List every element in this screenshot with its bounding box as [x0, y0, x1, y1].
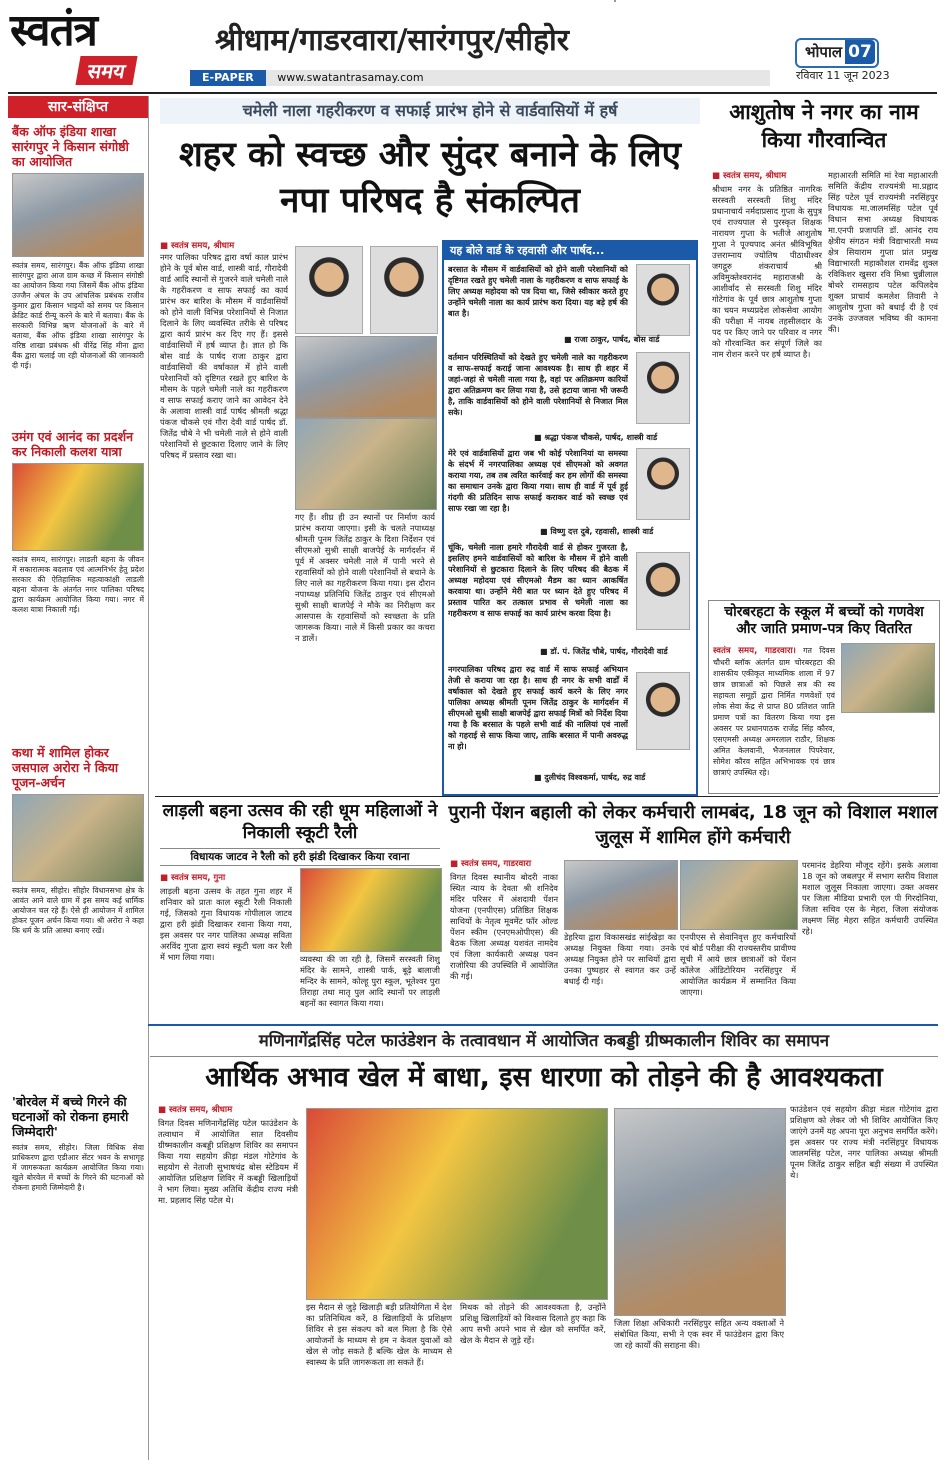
school-body: गत दिवस चौधरी ब्लॉक अंतर्गत ग्राम चोरबरहटा की शासकीय एकीकृत माध्यमिक शाला में 97 छात्र छात्राओं को पिछले सत्र की स्व सहायता समूहों द्वारा निर्मित गणवेशों एवं लोक सेवा केंद्र से प्राप्त 80 प्रतिशत जाति प्रमाण पत्रों का वितरण किया गया इस अवसर पर प्रधानपाठक राजेंद्र सिंह कौरव, एसएमसी अध्यक्ष अमरलाल राठौर, शिक्षक अमित केलवानी, भैजनलाल पिपरेवार, सोमेश कौरव सहित अभिभावक एवं छात्र छात्राएं उपस्थित रहे। [713, 646, 835, 777]
quote-5-portrait [636, 672, 690, 750]
pension-col1: विगत दिवस स्थानीय बोदरी नाका स्थित न्याय के देवता श्री शनिदेव मंदिर परिसर में अंशदायी पेंशन योजना (एनपीएस) प्रतिष्ठित शिक्षक साथियों के नेतृत्व मूवमेंट फॉर ओल्ड पेंशन स्कीम (एनएमओपीएस) की बैठक जिला अध्यक्ष यशवंत नामदेव एवं जिला कार्यकारी अध्यक्ष पवन राजोरिया की उपस्थिति में आयोजित की गई। [450, 872, 558, 981]
kabaddi-top-rule [148, 1024, 938, 1026]
sidebar-item2-text: स्वतंत्र समय, सारंगपुर। लाडली बहना के जीवन में सकारात्मक बदलाव एवं आत्मनिर्भर हेतु प्रदेश सरकार की ऐतिहासिक महत्वाकांक्षी लाडली बहना योजना के अंतर्गत नगर पालिका परिषद द्वारा कार्यक्रम आयोजित किया गया। नगर में कलश यात्रा निकाली गई। [12, 555, 144, 614]
page-number: 07 [845, 40, 875, 64]
kabaddi-kicker: मणिनागेंद्रसिंह पटेल फाउंडेशन के तत्वावधान में आयोजित कबड्डी ग्रीष्मकालीन शिविर का समापन [258, 1031, 830, 1050]
quote-4-name: ■ डॉ. पं. जितेंद्र चौबे, पार्षद, गौरादेवी वार्ड [540, 647, 668, 656]
quotes-box [442, 240, 698, 796]
lead-portrait-1 [295, 246, 363, 334]
quote-1-name: ■ राजा ठाकुर, पार्षद, बोस वार्ड [564, 335, 660, 344]
quote-2-portrait [636, 352, 690, 424]
section-rule [155, 796, 938, 797]
kabaddi-col1: विगत दिवस मणिनागेंद्रसिंह पटेल फाउंडेशन के तत्वाधान में आयोजित सात दिवसीय ग्रीष्मकालीन कबड्डी प्रशिक्षण शिविर का समापन किया गया सहयोग क्रीड़ा मंडल गोटेगांव के सहयोग से नेताजी सुभाषचंद्र बोस स्टेडियम में आयोजित प्रशिक्षण शिविर में कबड्डी खिलाड़ियों ने भाग लिया। मुख्य अतिथि केंद्रीय राज्य मंत्री मा. प्रहलाद सिंह पटेल थे। [158, 1118, 298, 1205]
sidebar-item4-title: 'बोरवेल में बच्चे गिरने की घटनाओं को रोकना हमारी जिम्मेदारी' [12, 1094, 129, 1139]
city-name: भोपाल [805, 43, 843, 61]
quote-2: वर्तमान परिस्थितियों को देखते हुए चमेली नाले का गहरीकरण व साफ-सफाई कराई जाना आवश्यक है। साथ ही शहर में जहां-जहां से चमेली नाला गया है, वहां पर अतिक्रमण कारियों द्वारा अतिक्रमण कर लिया गया है, उसे हटाया जाना भी जरूरी है, ताकि वार्डवासियों को होने वाली परेशानियों से निजात मिल सके। [448, 353, 628, 417]
logo-sub-text: समय [75, 56, 137, 85]
edition-title: श्रीधाम/गाडरवारा/सारंगपुर/सीहोर [215, 23, 570, 58]
pension-col4: परमानंद डेहरिया मौजूद रहेंगे। इसके अलावा 18 जून को जबलपुर में सभाग स्तरीय विशाल मशाल जुलूस निकाला जाएगा। उक्त अवसर पर जिला मीडिया प्रभारी एल पी गिरदोनिया, जिला सचिव एस के मेहरा, जिला संयोजक लक्ष्मण सिंह मेहरा सहित कर्मचारी उपस्थित रहे। [802, 860, 938, 936]
right-byline: ■ स्वतंत्र समय, श्रीधाम [712, 171, 787, 181]
quotes-heading: यह बोले वार्ड के रहवासी और पार्षद... [444, 242, 696, 260]
lead-photo-2 [295, 418, 437, 510]
school-text [713, 645, 835, 789]
lead-col1-part1: नगर पालिका परिषद द्वारा वर्षा काल प्रारंभ होने के पूर्व बोस वार्ड, शास्त्री वार्ड, गौरादेवी वार्ड आदि स्थानों से गुजरने वाले चमेली नाले के गहरीकरण व साफ सफाई का कार्य प्रारंभ कर बारिश के मौसम में वार्डवासियों को होने वाली विभिन्न परेशानियों से निजात दिलाने के लिए व्यवस्थित तरीके से परिषद द्वारा कार्य प्रारंभ कर दिए गए हैं। इससे वार्डवासियों में हर्ष व्याप्त है। ज्ञात हो कि बोस वार्ड के पार्षद राजा ठाकुर द्वारा वार्डवासियों की वर्षाकाल में होने वाली परेशानियों को दृष्टिगत रखते हुए बारिश के मौसम के पहले चमेली नाले का गहरीकरण व साफ सफाई कराए जाने का आवेदन देने के अलावा शास्त्री वार्ड पार्षद श्रीमती श्रद्धा पंकज चौकसे एवं गौरा देवी वार्ड पार्षद डॉ. जितेंद्र चौबे ने भी चमेली नाले से होने वाली परेशानियों से छुटकारा दिलाए जाने के लिए परिषद में प्रस्ताव रखा था। [160, 252, 288, 460]
lead-col2: गए हैं। शीघ्र ही उन स्थानों पर निर्माण कार्य प्रारंभ कराया जाएगा। इसी के चलते नपाध्यक्ष श्रीमती पूनम जितेंद्र ठाकुर के दिशा निर्देशन एवं सीएमओ सुश्री साक्षी बाजपेई के मार्गदर्शन में पूर्व में अक्सर चमेली नाले में पानी भरने से रहवासियों को होने वाली परेशानियों से बचाने के लिए नाले का गहरीकरण किया गया। इस दौरान नपाध्यक्ष प्रतिनिधि जितेंद्र ठाकुर एवं सीएमओ सुश्री साक्षी बाजपेई ने मौके का निरीक्षण कर आसपास के रहवासियों को स्वच्छता के प्रति जागरूक किया। नाले में किसी प्रकार का कचरा न डालें। [295, 512, 435, 643]
school-box [708, 600, 940, 794]
epaper-bar [190, 70, 770, 86]
sidebar-item2-title: उमंग एवं आनंद का प्रदर्शन कर निकाली कलश यात्रा [12, 429, 134, 459]
school-byline: स्वतंत्र समय, गाडरवारा। [713, 646, 796, 656]
lead-headline: शहर को स्वच्छ और सुंदर बनाने के लिए नपा परिषद है संकल्पित [178, 135, 682, 221]
pension-col2: डेहरिया द्वारा विकासखंड सांईखेड़ा का अध्यक्ष नियुक्त किया गया। उनके अध्यक्ष नियुक्त होने पर साथियों द्वारा उनका पुष्पहार से स्वागत कर उन्हें बधाई दी गई। [564, 932, 676, 986]
school-photo [841, 643, 935, 713]
quote-2-name: ■ श्रद्धा पंकज चौकसे, पार्षद, शास्त्री वार्ड [534, 433, 658, 442]
right-col2: महाआरती समिति मां रेवा महाआरती समिति केंद्रीय राज्यमंत्री मा.प्रह्लाद सिंह पटेल पूर्व राज्यमंत्री नरसिंहपुर विधायक मा.जालमसिंह पटेल पूर्व विधान सभा अध्यक्ष विधायक मा.एनपी प्रजापति डॉ. आनंद राय क्षेत्रीय संगठन मंत्री विद्याभारती मध्य क्षेत्र सियाराम गुप्ता प्रांत प्रमुख विद्याभारती महाकौशल रामवेंद्र शुक्ल रविकिशर खुसरा रवि मिश्रा चुन्नीलाल बोथरे रामसहाय पटेल कपिलदेव शुक्ल प्राचार्य कमलेश तिवारी ने आशुतोष गुप्ता को बधाई दी है एवं उनके उज्जवल भविष्य की कामना की। [828, 170, 938, 334]
lead-kicker: चमेली नाला गहरीकरण व सफाई प्रारंभ होने से वार्डवासियों में हर्ष [160, 98, 700, 124]
epaper-label: E-PAPER [190, 70, 266, 86]
sidebar-item2-photo [12, 463, 144, 551]
kabaddi-caption: जिला शिक्षा अधिकारी नरसिंहपुर सहित अन्य वक्ताओं ने संबोधित किया, सभी ने एक स्वर में फाउंडेशन द्वारा किए जा रहे कार्यों की सराहना की। [614, 1318, 784, 1350]
ladli-col2: व्यवस्था की जा रही है, जिसमें सरस्वती शिशु मंदिर के सामने, शास्त्री पार्क, बूढ़े बालाजी मन्दिर के सामने, कोल्हू पुरा स्कूल, भूतेश्वर पुरा तिराहा तथा मातृ पुल आदि स्थानों पर लाड़ली बहनों का स्वागत किया गया। [300, 954, 440, 1008]
pension-byline: ■ स्वतंत्र समय, गाडरवारा [450, 859, 532, 869]
kabaddi-col4: फाउंडेशन एवं सहयोग क्रीड़ा मंडल गोटेगांव द्वारा प्रशिक्षण को लेकर जो भी शिविर आयोजित किए जाएंगे उनमें यह अपना पूरा अनुभव समर्पित करेंगे। इस अवसर पर राज्य मंत्री नरसिंहपुर विधायक जालमसिंह पटेल, नगर पालिका अध्यक्ष श्रीमती पूनम जितेंद्र ठाकुर सहित बड़ी संख्या में उपस्थित थे। [790, 1104, 938, 1180]
ladli-col1: लाड़ली बहना उत्सव के तहत गुना शहर में शनिवार को प्रातः काल स्कूटी रैली निकाली गई, जिसको गुना विधायक गोपीलाल जाटव द्वारा हरी झंडी दिखाकर रवाना किया गया, इस अवसर पर नगर पालिका अध्यक्ष सविता अरविंद गुप्ता द्वारा स्वयं स्कूटी चला कर रैली में भाग लिया गया। [160, 886, 292, 962]
quote-3-portrait [636, 448, 690, 520]
quote-4-portrait [636, 552, 690, 630]
ladli-subhead: विधायक जाटव ने रैली को हरी झंडी दिखाकर किया रवाना [160, 848, 440, 866]
sidebar-heading: सार-संक्षिप्त [8, 96, 148, 118]
sidebar-item1-photo [12, 173, 144, 257]
quote-1: बरसात के मौसम में वार्डवासियों को होने वाली परेशानियों को दृष्टिगत रखते हुए चमेली नाला के गहरीकरण व साफ सफाई के लिए अध्यक्ष महोदया को पत्र दिया था, जिसे स्वीकार करते हुए उन्होंने चमेली नाला का कार्य प्रारंभ करा दिया। यह बड़े हर्ष की बात है। [448, 265, 628, 318]
ladli-byline: ■ स्वतंत्र समय, गुना [160, 873, 226, 883]
quote-3-name: ■ विष्णु दत्त दुबे, रहवासी, शास्त्री वार्ड [540, 527, 654, 536]
sidebar-item3-text: स्वतंत्र समय, सीहोर। सीहोर विधानसभा क्षेत्र के आवंत आने वाले ग्राम में इस समय कई धार्मिक आयोजन चल रहे हैं। ऐसे ही आयोजन में शामिल होकर पूजन अर्चन किया गया। श्री अरोरा ने कहा कि धर्म के प्रति आस्था बनाए रखें। [12, 886, 144, 935]
sidebar-item3-photo [12, 794, 144, 882]
kabaddi-byline: ■ स्वतंत्र समय, श्रीधाम [158, 1105, 233, 1115]
school-headline: चोरबरहटा के स्कूल में बच्चों को गणवेश और जाति प्रमाण-पत्र किए वितरित [724, 604, 924, 637]
ladli-photo [300, 868, 442, 952]
kabaddi-photo-2 [614, 1108, 786, 1316]
quote-5-name: ■ दुलीचंद विश्वकर्मा, पार्षद, रुद्र वार्ड [534, 773, 646, 782]
masthead-rule [8, 92, 937, 94]
kabaddi-headline: आर्थिक अभाव खेल में बाधा, इस धारणा को तोड़ने की है आवश्यकता [205, 1062, 883, 1093]
quote-1-portrait [636, 264, 690, 336]
sidebar-item1-title: बैंक ऑफ इंडिया शाखा सारंगपुर ने किसान संगोष्ठी का आयोजित [12, 124, 129, 169]
kabaddi-col3: मिथक को तोड़ने की आवश्यकता है, उन्होंने प्रशिक्षु खिलाड़ियों को विश्वास दिलाते हुए कहा कि आप सभी अपने भाव से खेल को समर्पित करें, खेल के मैदान से जुड़े रहें। [460, 1302, 606, 1345]
quote-5: नगरपालिका परिषद द्वारा रुद्र वार्ड में साफ सफाई अभियान तेजी से कराया जा रहा है। साथ ही नगर के सभी वार्डों में वर्षाकाल को देखते हुए सफाई कार्य करने के लिए नगर पालिका अध्यक्ष श्रीमती पूनम जितेंद्र ठाकुर के मार्गदर्शन में सीएमओ सुश्री साक्षी बाजपेई द्वारा सफाई मित्रों को निर्देश दिया गया है कि बरसात के पहले सभी वार्ड की नालियां एवं नालों को गहराई से साफ किया जाए, ताकि बरसात में पानी अवरुद्ध ना हो। [448, 665, 628, 751]
pension-col3: एनपीएस से सेवानिवृत्त हुए कर्मचारियों एवं बोर्ड परीक्षा की राज्यस्तरीय प्रावीण्य सूची में आये छात्र छात्राओं को पेंशन कॉलेज ऑडिटोरियम नरसिंहपुर में आयोजित कार्यक्रम में सम्मानित किया जाएगा। [680, 932, 796, 997]
right-col1: श्रीधाम नगर के प्रतिष्ठित नागरिक सरस्वती सरस्वती शिशु मंदिर प्रधानाचार्य नर्मदाप्रसाद गुप्ता के सुपुत्र एवं राज्यपाल से पुरस्कृत शिक्षक नारायण गुप्ता के भतीजे आशुतोष गुप्ता ने पूज्यपाद अनंत श्रीविभूषित उत्तराम्नाय ज्योतिष पीठाधीश्वर जगद्गुरु शंकराचार्य श्री अविमुक्तेश्वरानंद महाराजश्री के आशीर्वाद से सरस्वती शिशु मंदिर गोटेगांव के पूर्व छात्र आशुतोष गुप्ता का चयन मध्यप्रदेश लोकसेवा आयोग की परीक्षा में नायब तहसीलदार के पद पर किए जाने पर परिवार व नगर को गौरवान्वित कर संपूर्ण जिले का नाम रोशन करने पर हर्ष व्याप्त है। [712, 184, 822, 359]
quote-3: मेरे एवं वार्डवासियों द्वारा जब भी कोई परेशानियां या समस्या के संदर्भ में नगरपालिका अध्यक्ष एवं सीएमओ को अवगत कराया गया, तब तब त्वरित कार्रवाई कर हम लोगों की समस्या का समाधान उनके द्वारा किया गया। साथ ही वार्ड में पूर्व हुई गंदगी की प्रतिदिन साफ सफाई कराकर वार्ड को स्वच्छ एवं साफ रखा जा रहा है। [448, 449, 628, 513]
logo-main-text: स्वतंत्र [10, 5, 97, 56]
kabaddi-mid-rule [150, 1056, 938, 1057]
pension-photo-1 [564, 860, 678, 930]
issue-date: रविवार 11 जून 2023 [796, 69, 890, 82]
pension-photo-2 [680, 860, 798, 930]
lead-photo-1 [295, 336, 437, 418]
lead-portrait-2 [370, 246, 438, 334]
lead-byline: ■ स्वतंत्र समय, श्रीधाम [160, 241, 235, 251]
sidebar-item4-text: स्वतंत्र समय, सीहोर। जिला विधिक सेवा प्राधिकरण द्वारा एडीआर सेंटर भवन के सभागृह में जागरूकता कार्यक्रम आयोजित किया गया। खुले बोरवेल में बच्चों के गिरने की घटनाओं को रोकना हमारी जिम्मेदारी है। [12, 1143, 144, 1192]
kabaddi-col2: इस मैदान से जुड़े खिलाड़ी बड़ी प्रतियोगिता में देश का प्रतिनिधित्व करें, 8 खिलाड़ियों के प्रशिक्षण शिविर से इस संकल्प को बल मिला है कि ऐसे आयोजनों के माध्यम से हम न केवल युवाओं को खेल से जोड़ सकते हैं बल्कि खेल के माध्यम से स्वास्थ्य के प्रति जागरूकता ला सकते हैं। [306, 1302, 452, 1367]
ladli-headline: लाड़ली बहना उत्सव की रही धूम महिलाओं ने निकाली स्कूटी रैली [162, 801, 438, 843]
masthead-logo [10, 6, 160, 88]
quote-4: चूंकि, चमेली नाला हमारे गौरादेवी वार्ड से होकर गुजरता है, इसलिए हमने वार्डवासियों को बारिश के मौसम में होने वाली परेशानियों से छुटकारा दिलाने के लिए परिषद की बैठक में अध्यक्ष महोदया एवं सीएमओ मैडम का ध्यान आकर्षित करवाया था। उन्होंने मेरी बात पर ध्यान देते हुए परिषद में प्रस्ताव पारित कर तत्काल प्रभाव से चमेली नाला का गहरीकरण व साफ सफाई का कार्य प्रारंभ करवा दिया है। [448, 543, 628, 618]
kabaddi-photo-1 [306, 1108, 608, 1300]
website-link[interactable]: www.swatantrasamay.com [277, 71, 424, 84]
sidebar-item3-title: कथा में शामिल होकर जसपाल अरोरा ने किया पूजन-अर्चन [12, 745, 119, 790]
pension-headline: पुरानी पेंशन बहाली को लेकर कर्मचारी लामबंद, 18 जून को विशाल मशाल जुलूस में शामिल होंगे कर्मचारी [448, 802, 938, 848]
sidebar [8, 96, 149, 1460]
page-indicator [795, 38, 879, 68]
kabaddi-spacer [614, 0, 616, 2]
right-headline: आशुतोष ने नगर का नाम किया गौरवान्वित [729, 100, 919, 152]
sidebar-item1-text: स्वतंत्र समय, सारंगपुर। बैंक ऑफ इंडिया शाखा सारंगपुर द्वारा आज ग्राम कच्छ में किसान संगोष्ठी का आयोजन किया गया जिसमें बैंक ऑफ इंडिया उज्जैन अंचल के उप आंचलिक प्रबंधक राजीव कुमार द्वारा किसान भाइयों को समय पर किसान क्रेडिट कार्ड रीन्यू करने के बारे में बताया। बैंक के सरकारी विभिन्न ऋण योजनाओं के बारे में बताया, बैंक ऑफ इंडिया शाखा सारंगपुर के वरिष्ठ शाखा प्रबंधक श्री वीरेंद्र सिंह मीना द्वारा बैंक द्वारा चलाई जा रही योजनाओं की जानकारी दी गई। [12, 261, 144, 370]
